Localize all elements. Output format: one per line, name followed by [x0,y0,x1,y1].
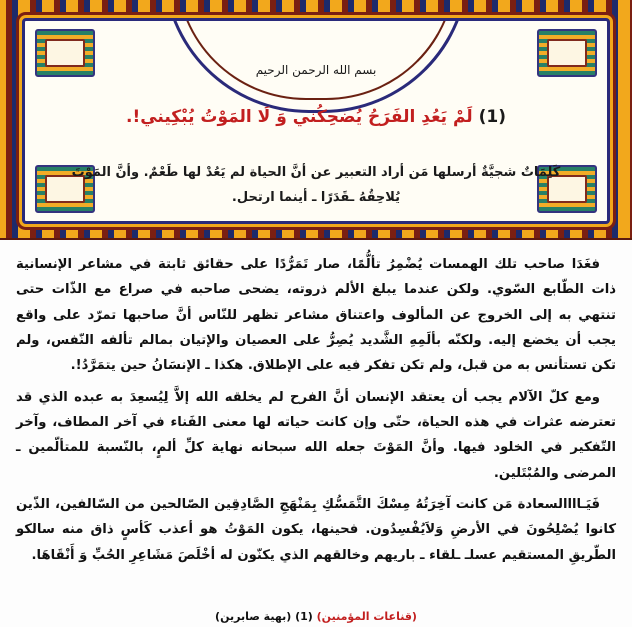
paragraph-3: فَيَـاااالسعادة مَن كانت آخِرَتُهُ مِسْكَ التَّمَسُّكِ بِمَنْهَجِ الصَّادِقِين الصّالحين من السّالفين، الذّين كانوا يُصْلِحُونَ في الأرضِ وَلاَيُفْسِدُون. فحينها، يكون المَوْتُ هو أعذب كَأسٍ ذاق منه سالكو الطّريقِ المستقيم عسلـ ـلقاء ـ باريهم وخالقهم الذي يكنّون له أخْلَصَ مَشَاعِرِ الحُبِّ وَ أَنْقَاهَا. [16,497,616,563]
subtitle-line-1: كَلِمَاتٌ شجيَّةٌ أرسلها مَن أراد التعبير عن أنَّ الحياة لم يَعُدْ لها طَعْمٌ. وأنَّ المَوْتَ [71,165,561,180]
footer-author: (بهية صابرين) [215,610,292,623]
page-title [25,107,607,127]
body-text [16,252,616,619]
subtitle-block [65,161,567,210]
footer-attribution [0,610,632,623]
footer-source: (قناعات المؤمنين) [316,610,417,623]
title-number: (1) [478,107,507,127]
basmala-text: بسم الله الرحمن الرحيم [255,63,377,77]
subtitle-line-2: يُلاحِقُهُ ـقَدَرًا ـ أينما ارتحل. [231,189,401,205]
paragraph-1: فغَدَا صاحب تلك الهمسات يُضْمِرُ تألُّمًا، صار تَمَرُّدًا على حقائق ثابتة في مشاعر الإنسانية ذات الطّابع السّوي. ولكن عندما يبلغ الألم ذروته، يضحى صاحبه في صراع مع الذّات حتى تنتهي به إلى الخروج عن المألوف واعتناق مشاعر تظهر للنّاس أنَّ صاحبها تمرّد على واقع يجب أن يخضع إليه. ولكنّه بألَمِهِ الشَّديد يُصِرُّ على العصيان والإتيان بمالم تألفه النّفس، ولم تكن تستأنس به من قبل، ولم تكن تفكر فيه على الإطلاق. هكذا ـ الإنسَانُ حين يتمَرَّدُ!. [16,257,616,374]
header-inner-panel [22,18,610,224]
footer-number: (1) [295,610,313,623]
title-main-text: لَمْ يَعُدِ الفَرَحُ يُضحِكُني وَ لَا المَوْتُ يُبْكِيني!. [125,107,473,127]
ornamental-header-frame [0,0,632,240]
paragraph-2: ومع كلّ الآلام يجب أن يعتقد الإنسان أنَّ الفرح لم يخلقه الله إلاَّ لِيُسعِدَ به عبده الذي قد تعترضه عثرات في هذه الحياة، حتّى وإن كانت حياته لها معنى الفَناء في آخر المطاف، وآخر التّفكير في الخلود فيها. وأنَّ المَوْتَ جعله الله سبحانه نهاية كلِّ ألمٍ، بالنّسبة للمتألّمين ـ المرضى والمُبْتَلين. [16,389,616,481]
